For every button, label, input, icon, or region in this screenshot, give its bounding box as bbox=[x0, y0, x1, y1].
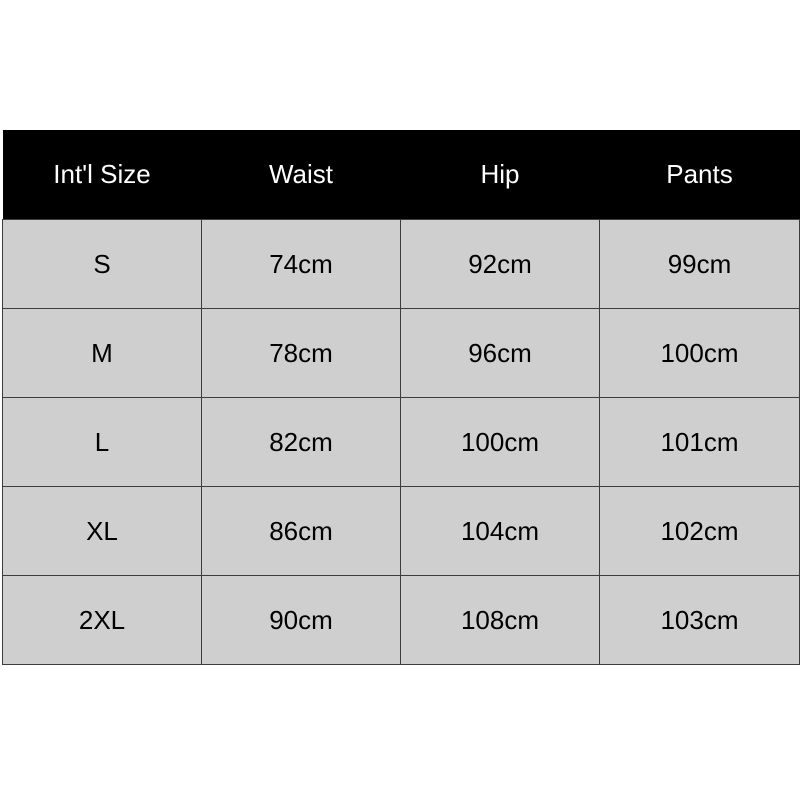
cell-hip: 100cm bbox=[401, 398, 600, 487]
cell-pants: 99cm bbox=[600, 220, 800, 309]
cell-pants: 100cm bbox=[600, 309, 800, 398]
header-row bbox=[3, 130, 800, 220]
table-row bbox=[3, 220, 800, 309]
cell-pants: 102cm bbox=[600, 487, 800, 576]
header-pants: Pants bbox=[600, 130, 800, 220]
cell-hip: 104cm bbox=[401, 487, 600, 576]
table-row bbox=[3, 309, 800, 398]
cell-hip: 92cm bbox=[401, 220, 600, 309]
cell-waist: 86cm bbox=[202, 487, 401, 576]
cell-size: S bbox=[3, 220, 202, 309]
cell-waist: 74cm bbox=[202, 220, 401, 309]
size-chart-body bbox=[3, 220, 800, 665]
cell-waist: 78cm bbox=[202, 309, 401, 398]
header-intl-size: Int'l Size bbox=[3, 130, 202, 220]
cell-size: L bbox=[3, 398, 202, 487]
size-chart-table bbox=[2, 130, 800, 665]
size-chart-header bbox=[3, 130, 800, 220]
cell-size: XL bbox=[3, 487, 202, 576]
table-row bbox=[3, 398, 800, 487]
cell-pants: 103cm bbox=[600, 576, 800, 665]
header-hip: Hip bbox=[401, 130, 600, 220]
cell-pants: 101cm bbox=[600, 398, 800, 487]
cell-hip: 108cm bbox=[401, 576, 600, 665]
cell-waist: 90cm bbox=[202, 576, 401, 665]
cell-size: 2XL bbox=[3, 576, 202, 665]
table-row bbox=[3, 576, 800, 665]
cell-waist: 82cm bbox=[202, 398, 401, 487]
table-row bbox=[3, 487, 800, 576]
header-waist: Waist bbox=[202, 130, 401, 220]
cell-size: M bbox=[3, 309, 202, 398]
cell-hip: 96cm bbox=[401, 309, 600, 398]
